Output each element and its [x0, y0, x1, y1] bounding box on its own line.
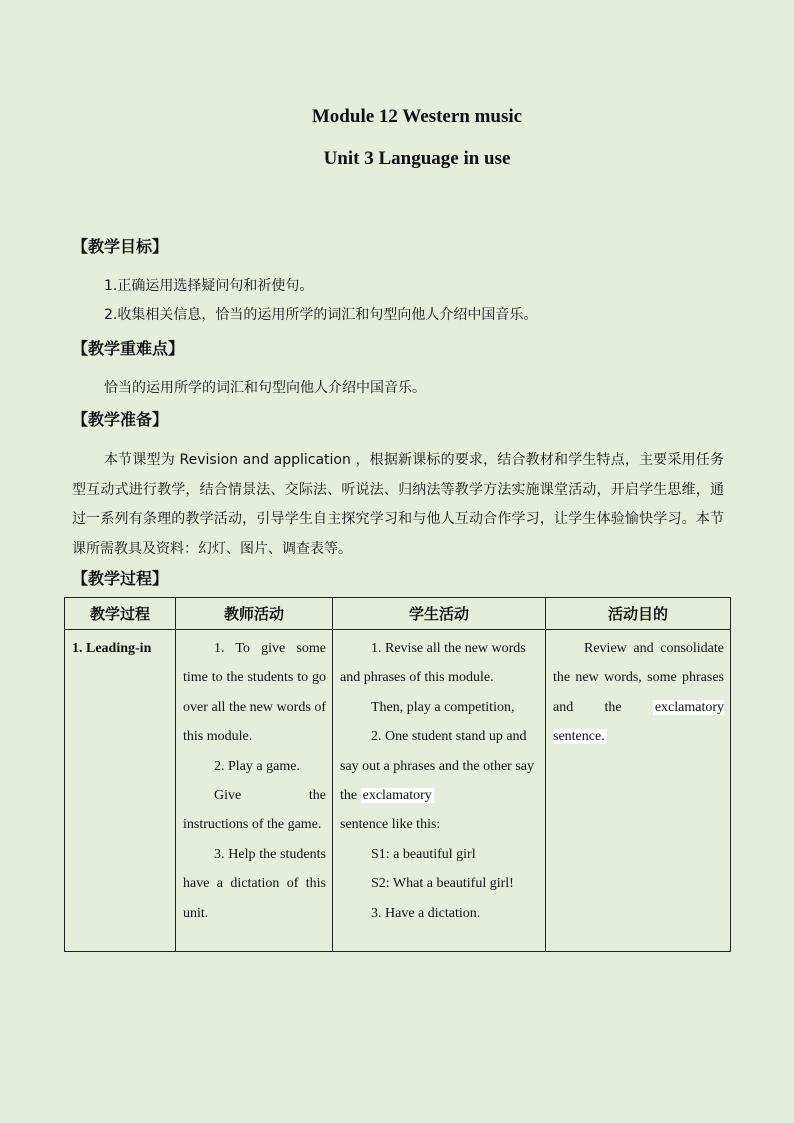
example-s1: S1: a beautiful girl [371, 846, 476, 862]
header-stage: 教学过程 [65, 598, 176, 630]
header-purpose: 活动目的 [546, 598, 731, 630]
student-step-2: 2. One student stand up and say out a phrases and the other say the [340, 729, 534, 804]
teacher-step-2: 2. Play a game. [214, 758, 300, 774]
teacher-step-2-detail: Give the instructions of the game. [183, 788, 326, 833]
teacher-activity-cell [176, 630, 333, 952]
purpose-cell [546, 630, 731, 952]
key-points-heading: 【教学重难点】 [72, 339, 185, 358]
example-s2: S2: What a beautiful girl! [371, 876, 514, 892]
header-teacher-activity: 教师活动 [176, 598, 333, 630]
table-header-row [65, 598, 731, 630]
purpose-text: Review and consolidate the new words, some phrases and the [553, 641, 724, 715]
unit-title: Unit 3 Language in use [323, 148, 511, 169]
student-step-2-cont: sentence like this: [340, 817, 441, 833]
preparation-heading: 【教学准备】 [72, 410, 169, 429]
student-step-3: 3. Have a dictation. [371, 905, 481, 921]
module-title: Module 12 Western music [311, 106, 523, 127]
teaching-process-table [64, 597, 731, 952]
header-student-activity: 学生活动 [333, 598, 546, 630]
objectives-heading: 【教学目标】 [72, 237, 169, 256]
student-step-1-detail: Then, play a competition, [371, 699, 515, 715]
objective-item-1: 1.正确运用选择疑问句和祈使句。 [104, 278, 314, 294]
stage-label: 1. Leading-in [72, 641, 152, 656]
process-heading: 【教学过程】 [72, 569, 169, 588]
table-row [65, 630, 731, 952]
purpose-highlight: exclamatory sentence. [553, 699, 724, 745]
teacher-step-1: 1. To give some time to the students to go over all the new words of this module. [183, 641, 326, 745]
student-activity-cell [333, 630, 546, 952]
student-step-1: 1. Revise all the new words and phrases of this module. [340, 641, 526, 686]
teacher-step-3: 3. Help the students have a dictation of this unit. [183, 846, 326, 921]
stage-cell [65, 630, 176, 952]
objective-item-2: 2.收集相关信息，恰当的运用所学的词汇和句型向他人介绍中国音乐。 [104, 307, 538, 323]
key-points-text: 恰当的运用所学的词汇和句型向他人介绍中国音乐。 [104, 380, 426, 396]
preparation-text: 本节课型为 Revision and application ，根据新课标的要求，结合教材和学生特点，主要采用任务型互动式进行教学，结合情景法、交际法、听说法、归纳法等教学方法实施课堂活动，开启学生思维，通过一系列有条理的教学活动，引导学生自主探究学习和与他人互动合作学习，让学生体验愉快学习。本节课所需教具及资料：幻灯、图片、调查表等。 [72, 452, 724, 557]
highlighted-word: exclamatory [362, 788, 432, 804]
